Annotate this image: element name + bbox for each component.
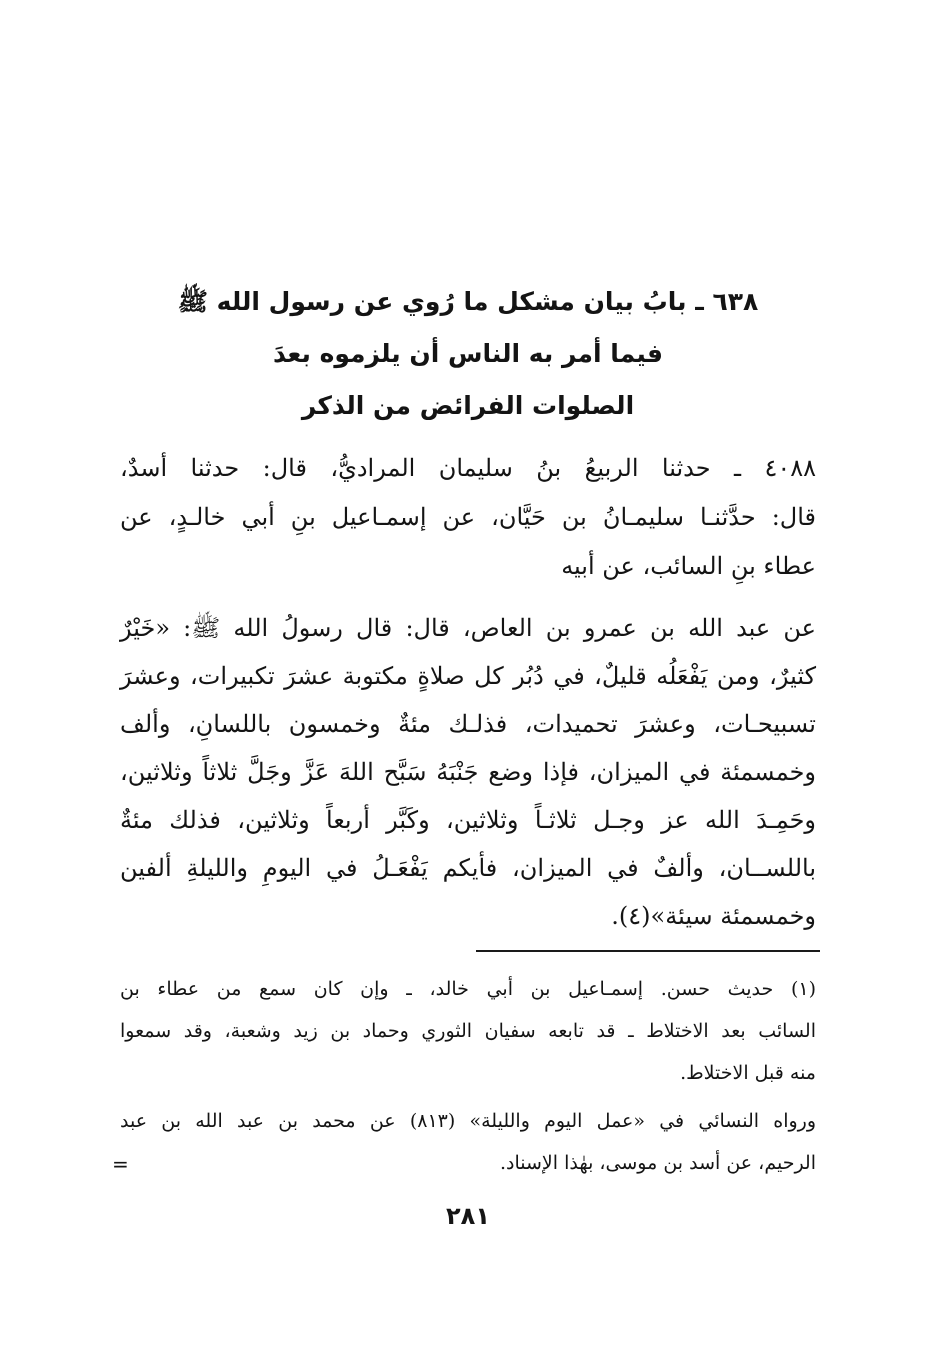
footnote-line-3: منه قبل الاختلاط. [680, 1062, 816, 1084]
matn-line-5: وحَمِـدَ الله عز وجـل ثلاثـاً وثلاثين، وكَبَّر أربعاً وثلاثين، فذلك مئةٌ [120, 806, 816, 834]
page-number: ٢٨١ [446, 1202, 490, 1230]
footnote-line-1: (١) حديث حسن. إسمـاعيل بن أبي خالد، ـ وإن كان سمع من عطاء بن [120, 978, 816, 1000]
footnote-line-5: الرحيم، عن أسد بن موسى، بهٰذا الإسناد. [499, 1152, 816, 1174]
chapter-title-line-2: فيما أمر به الناس أن يلزموه بعدَ [272, 339, 664, 368]
footnote-separator [476, 950, 820, 952]
matn-line-7: وخمسمئة سيئة»(٤). [611, 902, 816, 930]
chapter-title-line-1: ٦٣٨ ـ بابُ بيان مشكل ما رُوي عن رسول الله ﷺ [177, 287, 759, 316]
footnote-line-4: ورواه النسائي في «عمل اليوم والليلة» (٨١٣) عن محمد بن عبد الله بن عبد [120, 1110, 816, 1132]
isnad-line-2: قال: حدَّثنـا سليمـانُ بن حَيَّان، عن إسمـاعيل بنِ أبي خالـدٍ، عن [120, 503, 816, 531]
matn-line-2: كثيرٌ، ومن يَفْعَلُه قليلٌ، في دُبُر كل صلاةٍ مكتوبة عشرَ تكبيرات، وعشرَ [120, 662, 816, 690]
continuation-mark: = [112, 1152, 129, 1176]
isnad-line-3: عطاء بنِ السائب، عن أبيه [561, 552, 816, 580]
matn-line-4: وخمسمئة في الميزان، فإذا وضع جَنْبَهُ سَبَّح اللهَ عَزَّ وجَلَّ ثلاثاً وثلاثين، [120, 758, 816, 786]
matn-line-6: باللســان، وألفٌ في الميزان، فأيكم يَفْعَـلُ في اليومِ والليلةِ ألفين [120, 854, 816, 882]
footnote-line-2: السائب بعد الاختلاط ـ قد تابعه سفيان الثوري وحماد بن زيد وشعبة، وقد سمعوا [120, 1020, 816, 1042]
chapter-title-line-3: الصلوات الفرائض من الذكر [301, 391, 635, 420]
matn-line-3: تسبيحـات، وعشرَ تحميدات، فذلـك مئةٌ وخمسون باللسانِ، وألف [120, 710, 816, 738]
isnad-line-1: ٤٠٨٨ ـ حدثنا الربيعُ بنُ سليمان المراديُّ، قال: حدثنا أسدٌ، [120, 454, 816, 482]
matn-line-1: عن عبد الله بن عمرو بن العاص، قال: قال رسولُ الله ﷺ: «خَيْرٌ [120, 614, 816, 642]
